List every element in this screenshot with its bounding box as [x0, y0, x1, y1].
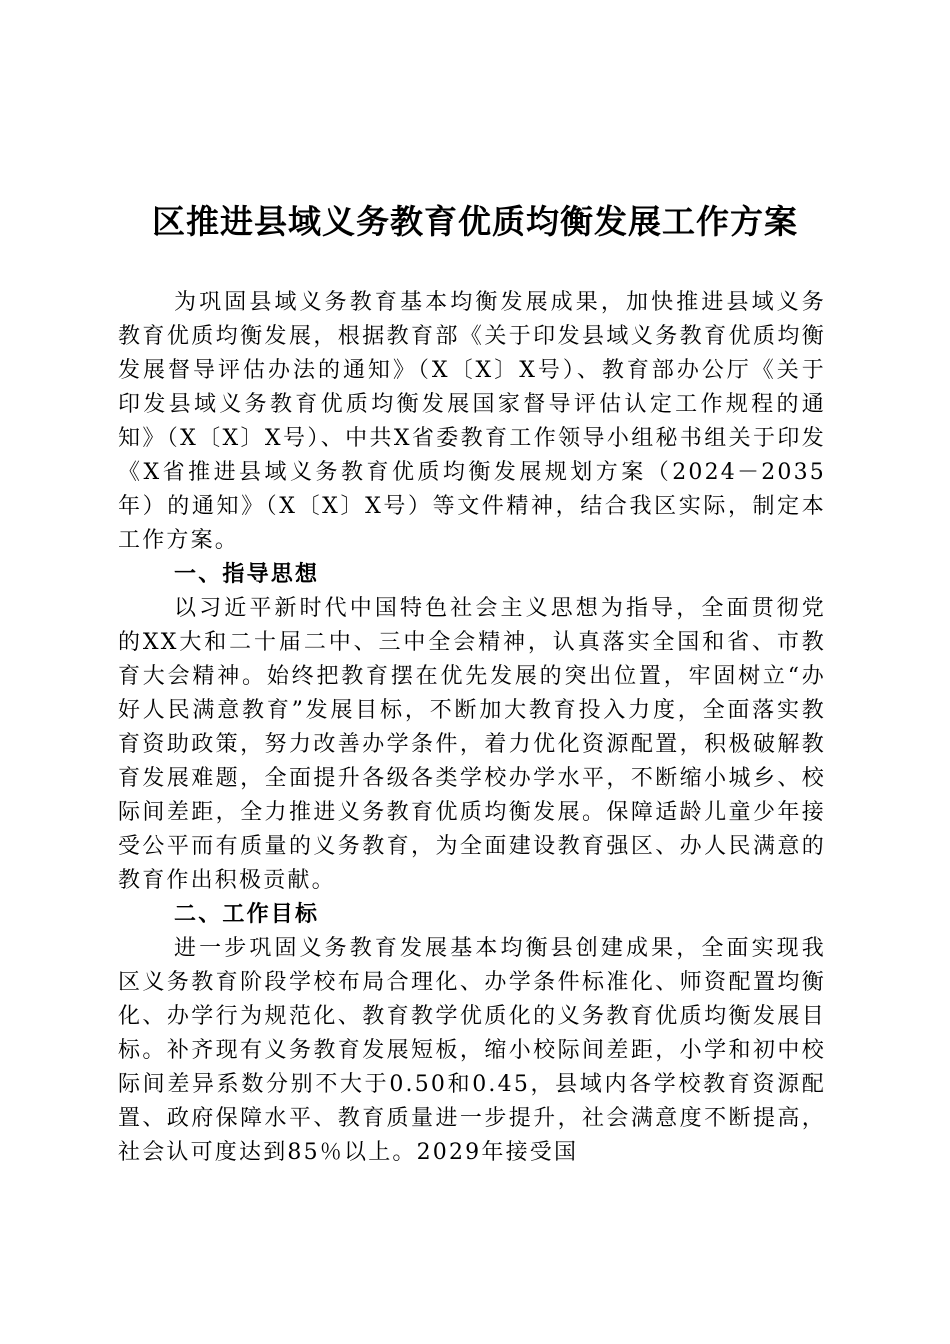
document-title: 区推进县域义务教育优质均衡发展工作方案: [152, 202, 798, 241]
intro-paragraph: 为巩固县域义务教育基本均衡发展成果，加快推进县域义务教育优质均衡发展，根据教育部《关于印发县域义务教育优质均衡发展督导评估办法的通知》（X〔X〕X号）、教育部办公厅《关于印发县域义务教育优质均衡发展国家督导评估认定工作规程的通知》（X〔X〕X号）、中共X省委教育工作领导小组秘书组关于印发《X省推进县域义务教育优质均衡发展规划方案（2024－2035年）的通知》（X〔X〕X号）等文件精神，结合我区实际，制定本工作方案。: [118, 290, 826, 553]
section-paragraph-guiding-ideology: 以习近平新时代中国特色社会主义思想为指导，全面贯彻党的XX大和二十届二中、三中全会精神，认真落实全国和省、市教育大会精神。始终把教育摆在优先发展的突出位置，牢固树立“办好人民满意教育”发展目标，不断加大教育投入力度，全面落实教育资助政策，努力改善办学条件，着力优化资源配置，积极破解教育发展难题，全面提升各级各类学校办学水平，不断缩小城乡、校际间差距，全力推进义务教育优质均衡发展。保障适龄儿童少年接受公平而有质量的义务教育，为全面建设教育强区、办人民满意的教育作出积极贡献。: [118, 596, 826, 893]
document-body: [118, 286, 826, 1170]
section-paragraph-work-goals: 进一步巩固义务教育发展基本均衡县创建成果，全面实现我区义务教育阶段学校布局合理化、办学条件标准化、师资配置均衡化、办学行为规范化、教育教学优质化的义务教育优质均衡发展目标。补齐现有义务教育发展短板，缩小校际间差距，小学和初中校际间差异系数分别不大于0.50和0.45，县域内各学校教育资源配置、政府保障水平、教育质量进一步提升，社会满意度不断提高，社会认可度达到85％以上。2029年接受国: [118, 936, 826, 1165]
section-heading-guiding-ideology: 一、指导思想: [174, 562, 320, 587]
section-heading-work-goals: 二、工作目标: [174, 902, 320, 927]
